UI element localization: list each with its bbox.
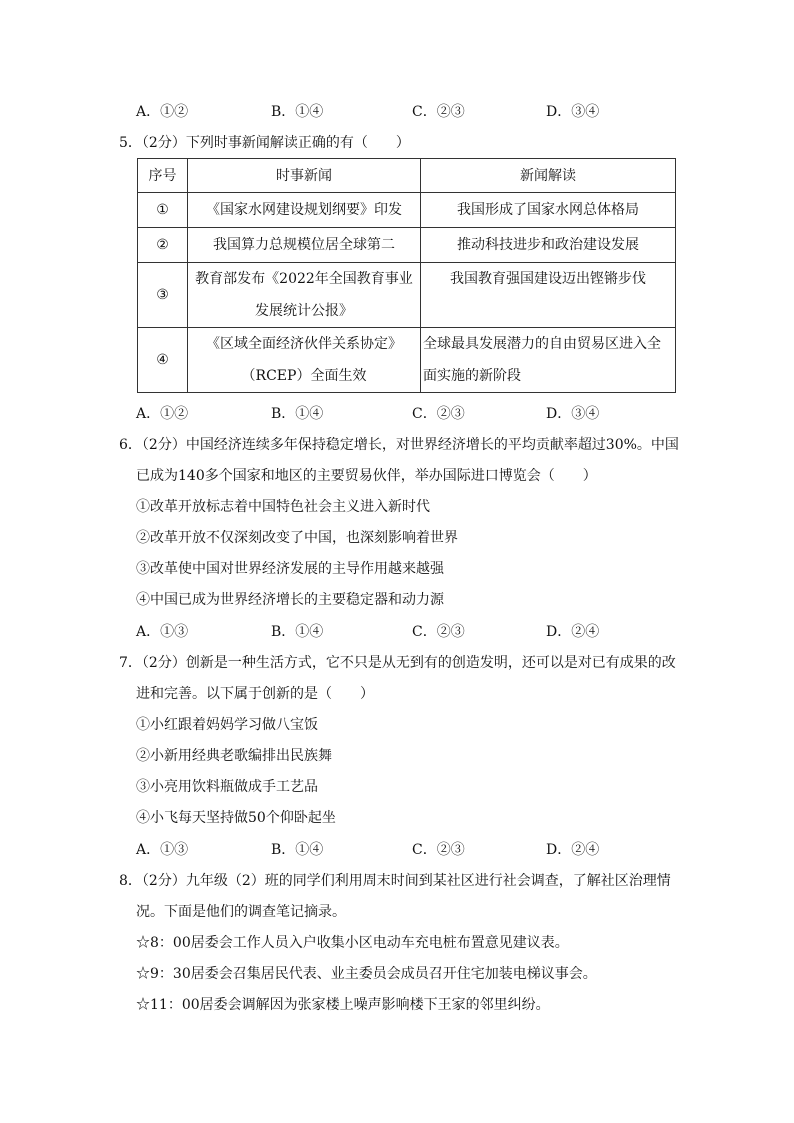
row-news: 我国算力总规模位居全球第二 [188,228,421,263]
table-header-number: 序号 [138,159,188,193]
q6-option-b: B．①④ [271,624,324,640]
q7-item-2: ②小新用经典老歌编排出民族舞 [136,748,332,764]
table-row [138,193,676,228]
table-header-news: 时事新闻 [188,159,421,193]
q5-option-d: D．③④ [546,406,600,422]
q5-option-b: B．①④ [271,406,324,422]
q4-option-c: C．②③ [412,104,465,120]
q8-note-2: ☆9：30居委会召集居民代表、业主委员会成员召开住宅加装电梯议事会。 [136,966,597,982]
q5-options [136,404,676,424]
q6-option-c: C．②③ [412,624,465,640]
q6-stem-line1: 6．（2分）中国经济连续多年保持稳定增长，对世界经济增长的平均贡献率超过30%。中国 [119,437,679,453]
q6-item-4: ④中国已成为世界经济增长的主要稳定器和动力源 [136,592,444,608]
q4-option-d: D．③④ [546,104,600,120]
row-interpretation: 我国形成了国家水网总体格局 [421,193,676,228]
q7-item-4: ④小飞每天坚持做50个仰卧起坐 [136,810,336,826]
q8-note-1: ☆8：00居委会工作人员入户收集小区电动车充电桩布置意见建议表。 [136,935,569,951]
row-interpretation: 全球最具发展潜力的自由贸易区进入全面实施的新阶段 [421,328,676,393]
q6-item-3: ③改革使中国对世界经济发展的主导作用越来越强 [136,561,444,577]
q7-option-c: C．②③ [412,842,465,858]
q6-stem-line2: 已成为140多个国家和地区的主要贸易伙伴，举办国际进口博览会（ ） [136,468,597,484]
q7-item-3: ③小亮用饮料瓶做成手工艺品 [136,779,318,795]
q8-stem-line1: 8．（2分）九年级（2）班的同学们利用周末时间到某社区进行社会调查，了解社区治理情 [119,873,671,889]
q7-item-1: ①小红跟着妈妈学习做八宝饭 [136,717,318,733]
q5-option-c: C．②③ [412,406,465,422]
row-interpretation: 推动科技进步和政治建设发展 [421,228,676,263]
q8-stem-line2: 况。下面是他们的调查笔记摘录。 [136,904,346,920]
table-row [138,228,676,263]
q7-option-b: B．①④ [271,842,324,858]
q6-option-a: A．①③ [136,624,189,640]
q7-stem-line2: 进和完善。以下属于创新的是（ ） [136,686,374,702]
q5-option-a: A．①② [136,406,189,422]
row-number: ① [138,193,188,228]
q4-option-a: A．①② [136,104,189,120]
q6-item-1: ①改革开放标志着中国特色社会主义进入新时代 [136,499,430,515]
q6-option-d: D．②④ [546,624,600,640]
row-number: ④ [138,328,188,393]
row-interpretation: 我国教育强国建设迈出铿锵步伐 [421,263,676,328]
q4-options [136,102,676,122]
q7-option-a: A．①③ [136,842,189,858]
q4-option-b: B．①④ [271,104,324,120]
row-news: 《区域全面经济伙伴关系协定》（RCEP）全面生效 [188,328,421,393]
table-row [138,263,676,328]
q6-options [136,622,676,642]
row-news: 教育部发布《2022年全国教育事业发展统计公报》 [188,263,421,328]
row-number: ③ [138,263,188,328]
q5-stem: 5．（2分）下列时事新闻解读正确的有（ ） [119,135,410,151]
table-row [138,328,676,393]
q8-note-3: ☆11：00居委会调解因为张家楼上噪声影响楼下王家的邻里纠纷。 [136,997,550,1013]
row-news: 《国家水网建设规划纲要》印发 [188,193,421,228]
q7-options [136,840,676,860]
row-number: ② [138,228,188,263]
q5-news-table [137,158,676,393]
q7-option-d: D．②④ [546,842,600,858]
q6-item-2: ②改革开放不仅深刻改变了中国，也深刻影响着世界 [136,530,458,546]
q7-stem-line1: 7．（2分）创新是一种生活方式，它不只是从无到有的创造发明，还可以是对已有成果的改 [119,655,676,671]
table-header-interpretation: 新闻解读 [421,159,676,193]
